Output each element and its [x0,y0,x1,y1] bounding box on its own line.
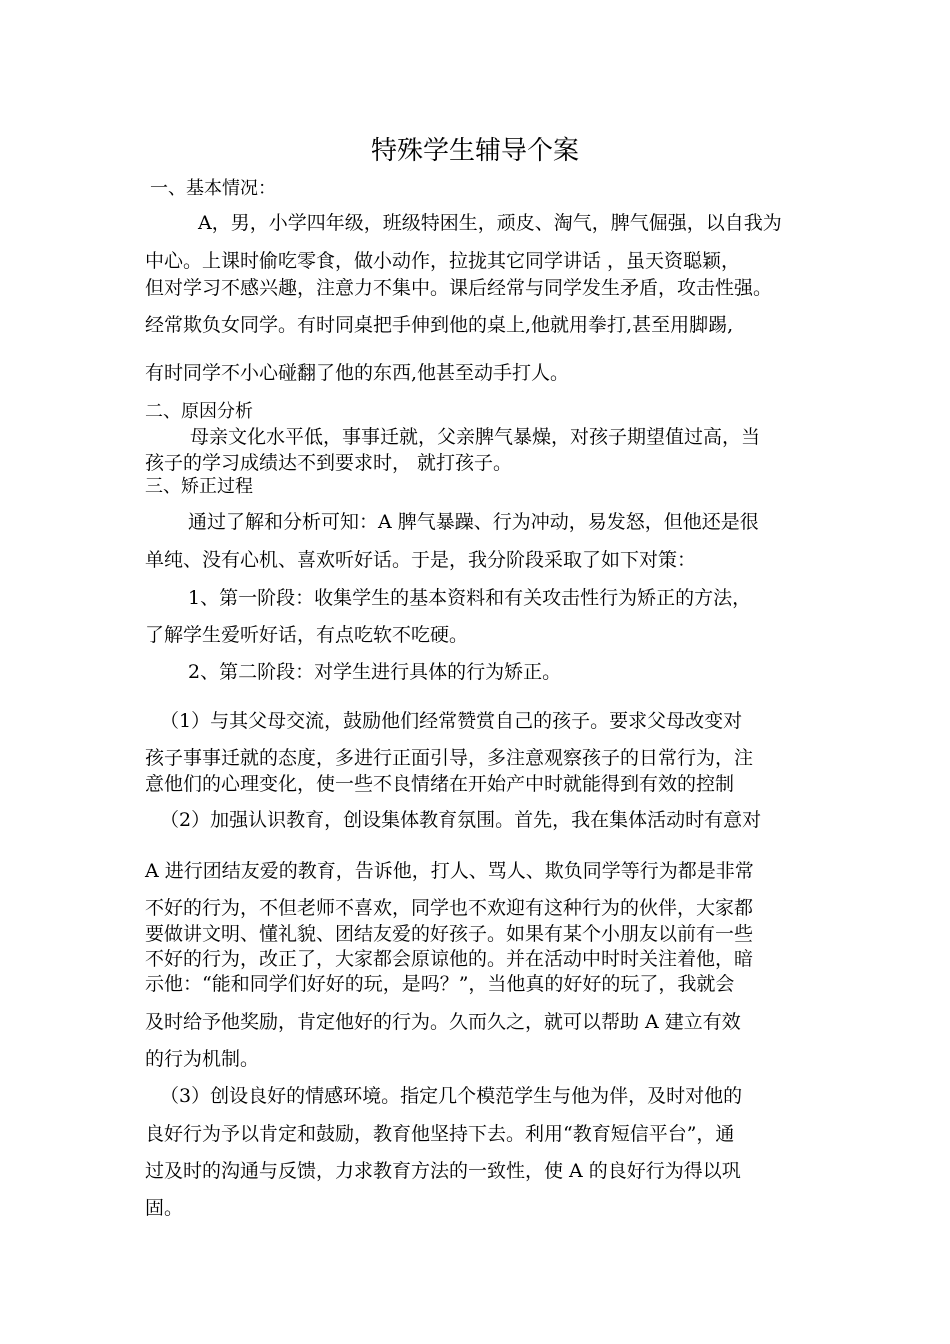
paragraph-line: 示他：“能和同学们好好的玩，是吗？”，当他真的好好的玩了，我就会 [145,973,735,995]
paragraph-line: 意他们的心理变化，使一些不良情绪在开始产中时就能得到有效的控制 [145,773,735,795]
paragraph-line: 有时同学不小心碰翻了他的东西,他甚至动手打人。 [145,362,570,384]
paragraph-line: 的行为机制。 [145,1048,260,1070]
paragraph-line: A，男，小学四年级，班级特困生，顽皮、淘气，脾气倔强，以自我为 [198,212,782,234]
paragraph-line: 固。 [145,1197,184,1219]
paragraph-line: 不好的行为，不但老师不喜欢，同学也不欢迎有这种行为的伙伴，大家都 [145,897,754,919]
paragraph-line: 不好的行为，改正了，大家都会原谅他的。并在活动中时时关注着他，暗 [145,948,754,970]
paragraph-line: 中心。上课时偷吃零食，做小动作，拉拢其它同学讲话 ，虽天资聪颖， [145,250,741,272]
paragraph-line: 孩子的学习成绩达不到要求时， 就打孩子。 [145,452,513,474]
paragraph-line: 良好行为予以肯定和鼓励，教育他坚持下去。利用“教育短信平台”，通 [145,1123,735,1145]
paragraph-line: 了解学生爱听好话，有点吃软不吃硬。 [145,624,469,646]
section-heading-basic-info: 一、基本情况： [150,178,276,199]
section-heading-cause-analysis: 二、原因分析 [145,401,253,422]
paragraph-line: 单纯、没有心机、喜欢听好话。于是，我分阶段采取了如下对策： [145,549,697,571]
paragraph-line: 2、第二阶段：对学生进行具体的行为矫正。 [188,661,562,683]
paragraph-line: 但对学习不感兴趣，注意力不集中。课后经常与同学发生矛盾，攻击性强。 [145,277,773,299]
paragraph-line: 要做讲文明、懂礼貌、团结友爱的好孩子。如果有某个小朋友以前有一些 [145,923,754,945]
paragraph-line: A 进行团结友爱的教育，告诉他，打人、骂人、欺负同学等行为都是非常 [145,860,754,882]
paragraph-line: （1）与其父母交流，鼓励他们经常赞赏自己的孩子。要求父母改变对 [160,710,743,732]
paragraph-line: 通过了解和分析可知：A 脾气暴躁、行为冲动，易发怒，但他还是很 [188,511,759,533]
paragraph-line: （2）加强认识教育，创设集体教育氛围。首先，我在集体活动时有意对 [160,809,762,831]
section-heading-correction-process: 三、矫正过程 [145,476,253,497]
paragraph-line: （3）创设良好的情感环境。指定几个模范学生与他为伴，及时对他的 [160,1085,743,1107]
paragraph-line: 1、第一阶段：收集学生的基本资料和有关攻击性行为矫正的方法， [188,587,752,609]
paragraph-line: 经常欺负女同学。有时同桌把手伸到他的桌上,他就用拳打,甚至用脚踢, [145,314,734,336]
paragraph-line: 母亲文化水平低，事事迁就，父亲脾气暴燥，对孩子期望值过高，当 [190,426,761,448]
paragraph-line: 孩子事事迁就的态度，多进行正面引导，多注意观察孩子的日常行为，注 [145,747,754,769]
document-title: 特殊学生辅导个案 [370,136,579,166]
paragraph-line: 过及时的沟通与反馈，力求教育方法的一致性，使 A 的良好行为得以巩 [145,1160,741,1182]
paragraph-line: 及时给予他奖励，肯定他好的行为。久而久之，就可以帮助 A 建立有效 [145,1011,741,1033]
